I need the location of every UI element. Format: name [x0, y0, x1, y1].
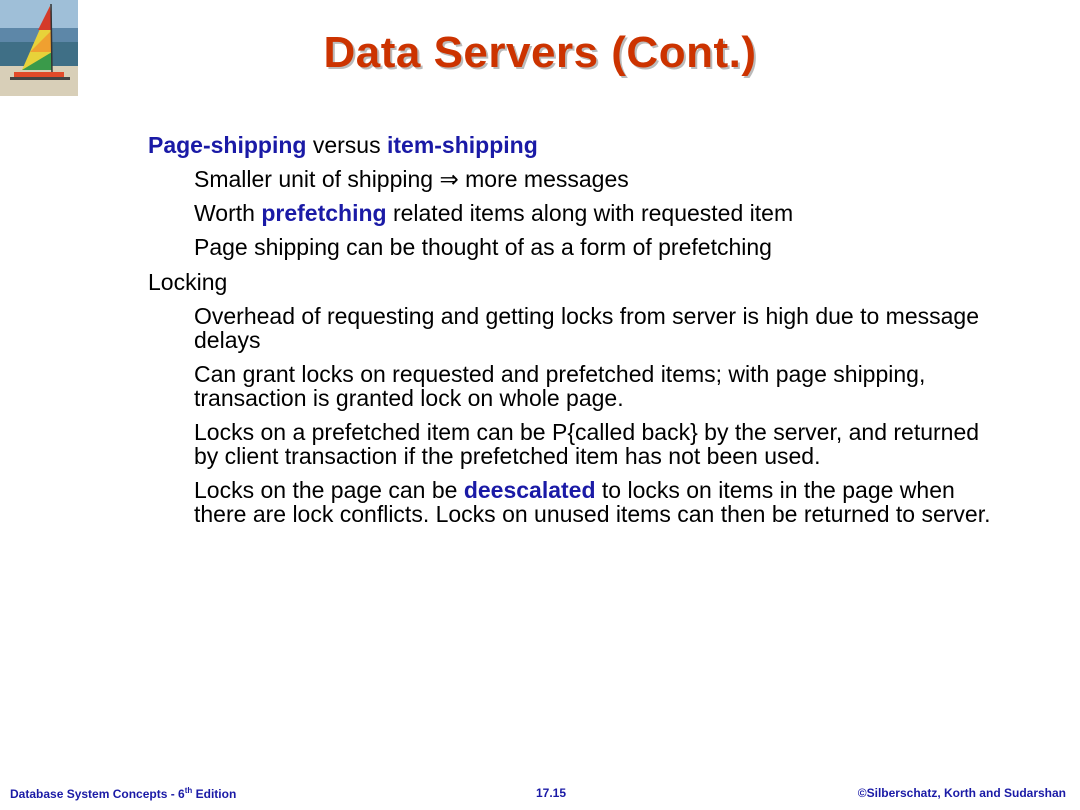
keyword-deescalated: deescalated	[463, 477, 596, 503]
slide-title: Data Servers (Cont.)	[323, 28, 757, 77]
footer-book-title: Database System Concepts - 6th Edition	[10, 786, 237, 801]
keyword-page-shipping: Page-shipping	[148, 132, 307, 158]
sub-bullet: Locks on a prefetched item can be P{called back} by the server, and returned by client transaction if the prefetched item has not been used.	[194, 419, 980, 469]
bullet-locking: Locking	[148, 269, 228, 295]
slide-footer	[0, 786, 1080, 806]
sub-bullet: Locks on the page can be deescalated to locks on items in the page when there are lock conflicts. Locks on unused items can then be returned to server.	[194, 477, 991, 527]
keyword-item-shipping: item-shipping	[386, 132, 538, 158]
sub-bullet: Worth prefetching related items along with requested item	[194, 200, 794, 226]
sub-bullet: Overhead of requesting and getting locks from server is high due to message delays	[194, 303, 979, 353]
sub-bullet: Smaller unit of shipping ⇒ more messages	[194, 166, 629, 192]
sub-bullet: Page shipping can be thought of as a form of prefetching	[194, 234, 772, 260]
slide-body	[148, 132, 1008, 536]
bullet-page-vs-item-shipping: Page-shipping versus item-shipping	[148, 132, 538, 158]
sub-bullet: Can grant locks on requested and prefetched items; with page shipping, transaction is granted lock on whole page.	[194, 361, 926, 411]
footer-page-number: 17.15	[536, 786, 567, 800]
footer-copyright: ©Silberschatz, Korth and Sudarshan	[857, 786, 1066, 800]
keyword-prefetching: prefetching	[261, 200, 387, 226]
